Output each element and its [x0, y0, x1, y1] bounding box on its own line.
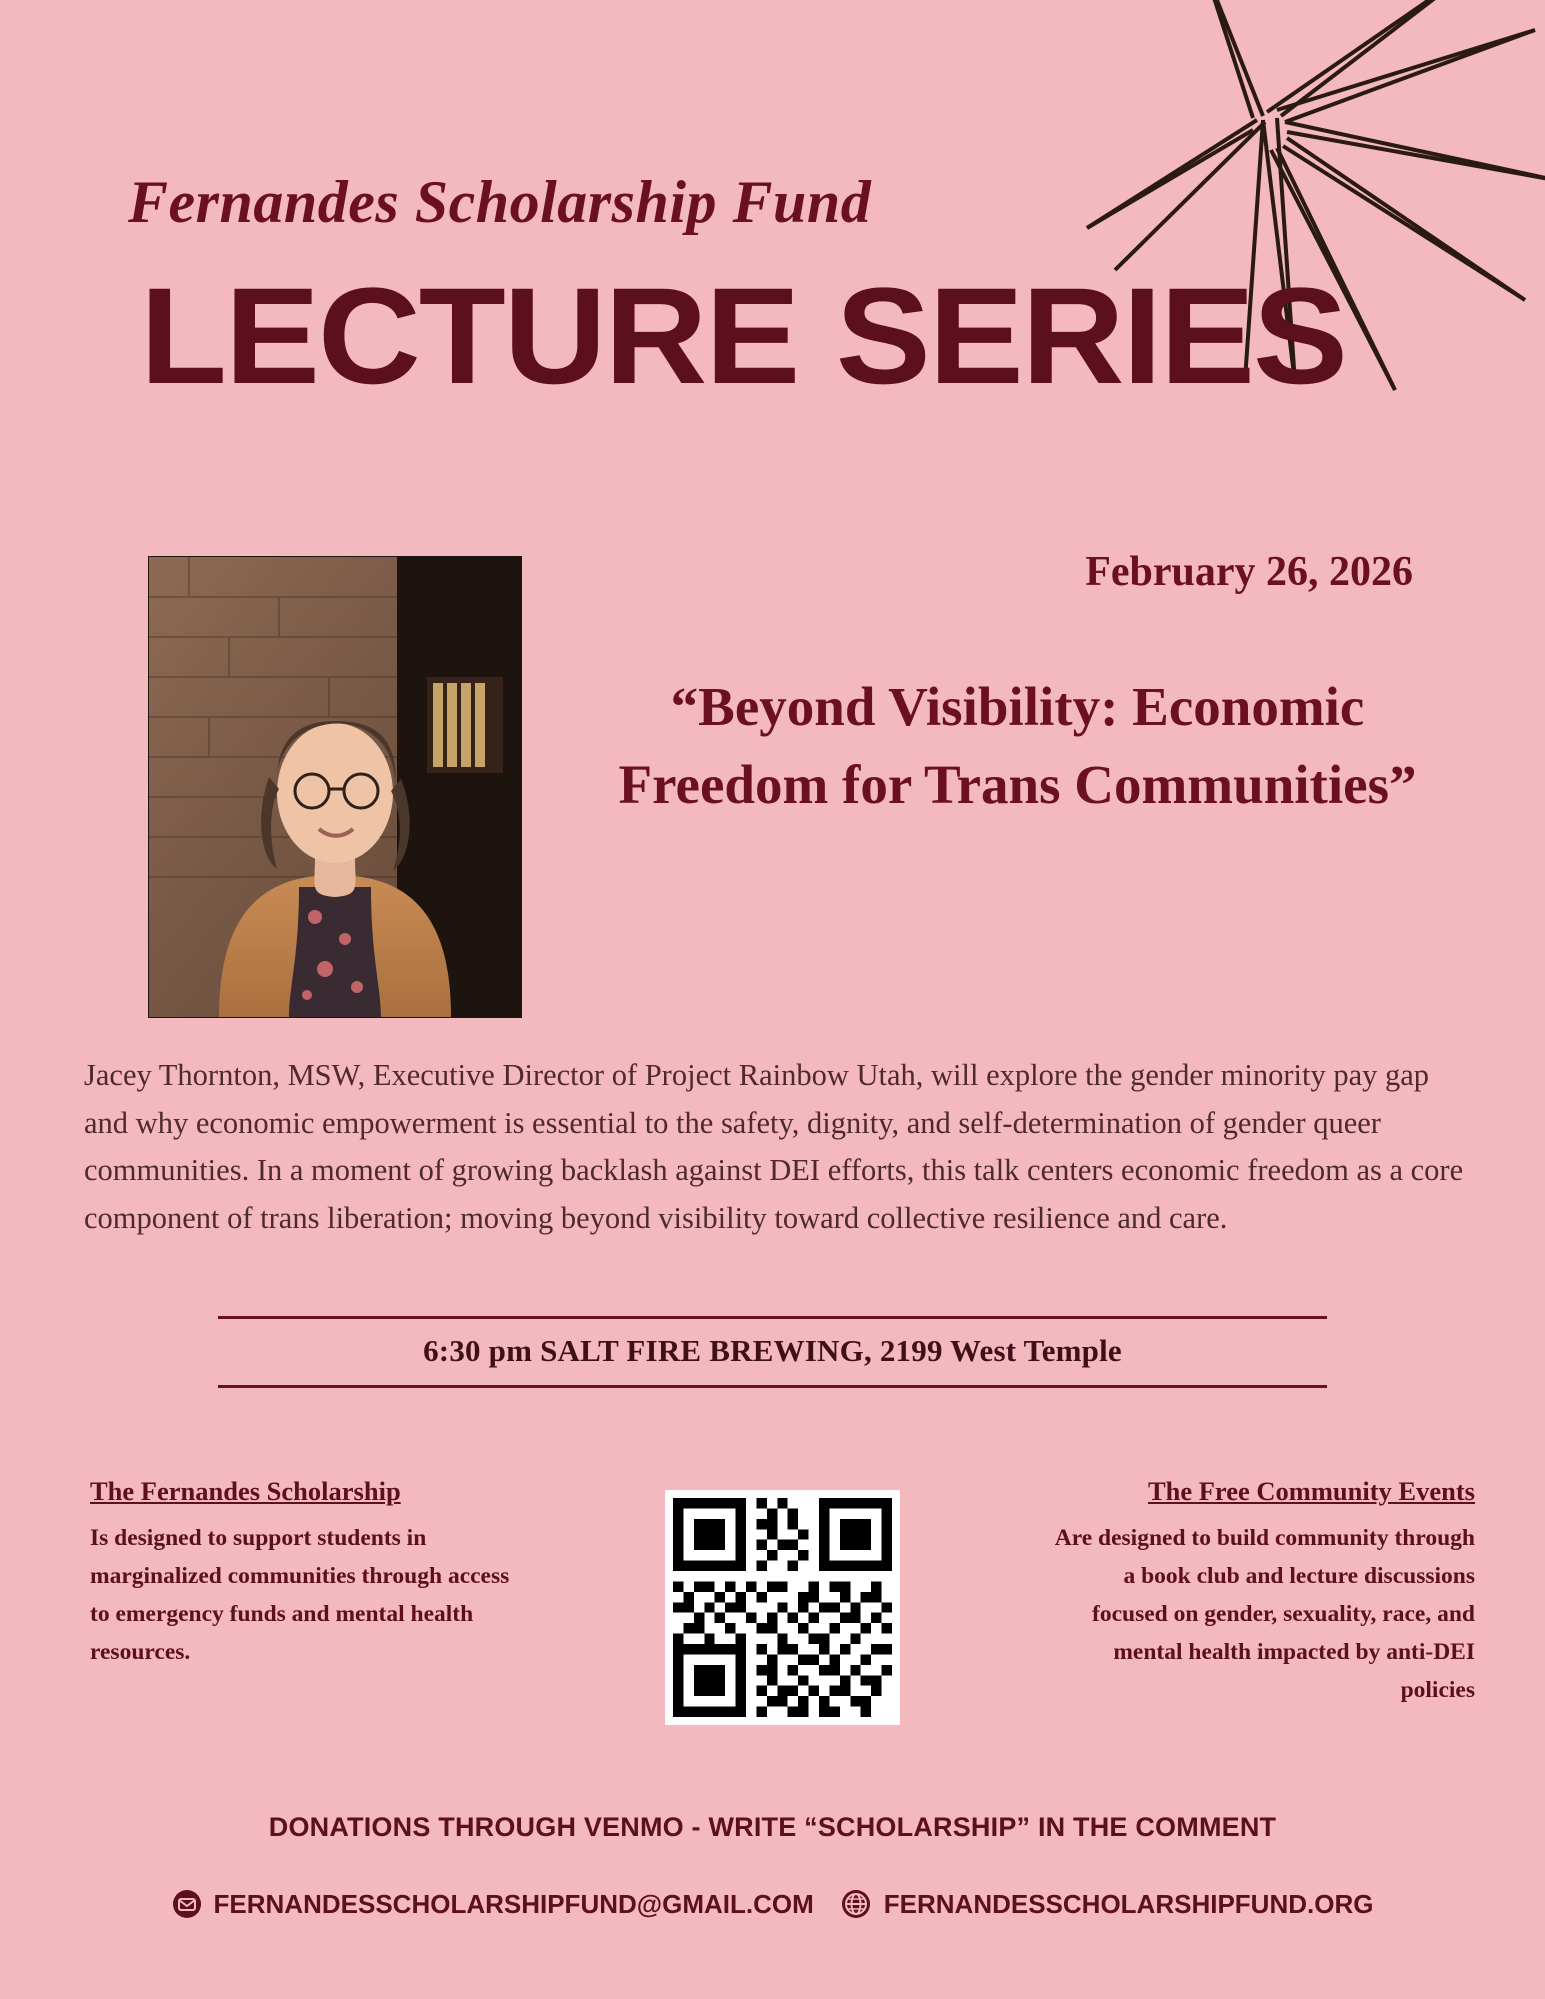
talk-title: “Beyond Visibility: Economic Freedom for Trans Communities”: [618, 676, 1417, 816]
venue-band: [218, 1316, 1327, 1388]
donations-note: DONATIONS THROUGH VENMO - WRITE “SCHOLARSHIP” IN THE COMMENT: [268, 1812, 1277, 1842]
organization-name: Fernandes Scholarship Fund: [128, 169, 872, 235]
venue-text: 6:30 pm SALT FIRE BREWING, 2199 West Temple: [423, 1333, 1122, 1368]
scholarship-heading: The Fernandes Scholarship: [90, 1476, 401, 1506]
email-text: FERNANDESSCHOLARSHIPFUND@GMAIL.COM: [213, 1888, 814, 1919]
email-icon: [172, 1889, 202, 1919]
email-contact[interactable]: [172, 1889, 814, 1920]
globe-icon: [840, 1888, 872, 1920]
contact-row: [0, 1888, 1545, 1920]
community-events-column: [1045, 1470, 1475, 1709]
scholarship-column: [90, 1470, 520, 1671]
qr-code[interactable]: [665, 1490, 900, 1725]
community-events-body: Are designed to build community through a book club and lecture discussions focused on gender, sexuality, race, and mental health impacted by anti-DEI policies: [1054, 1524, 1475, 1704]
website-contact[interactable]: [840, 1888, 1374, 1920]
info-columns: [90, 1470, 1475, 1725]
website-text: FERNANDESSCHOLARSHIPFUND.ORG: [883, 1888, 1374, 1919]
talk-description: Jacey Thornton, MSW, Executive Director of Project Rainbow Utah, will explore the gender minority pay gap and why economic empowerment is essential to the safety, dignity, and self-determination of gender queer communities. In a moment of growing backlash against DEI efforts, this talk centers economic freedom as a core component of trans liberation; moving beyond visibility toward collective resilience and care.: [84, 1058, 1464, 1235]
page-title: LECTURE SERIES: [140, 260, 1346, 413]
scholarship-body: Is designed to support students in marginalized communities through access to emergency funds and mental health resources.: [90, 1524, 510, 1666]
speaker-photo: [148, 556, 522, 1018]
event-date: February 26, 2026: [1085, 549, 1413, 595]
community-events-heading: The Free Community Events: [1147, 1476, 1475, 1506]
